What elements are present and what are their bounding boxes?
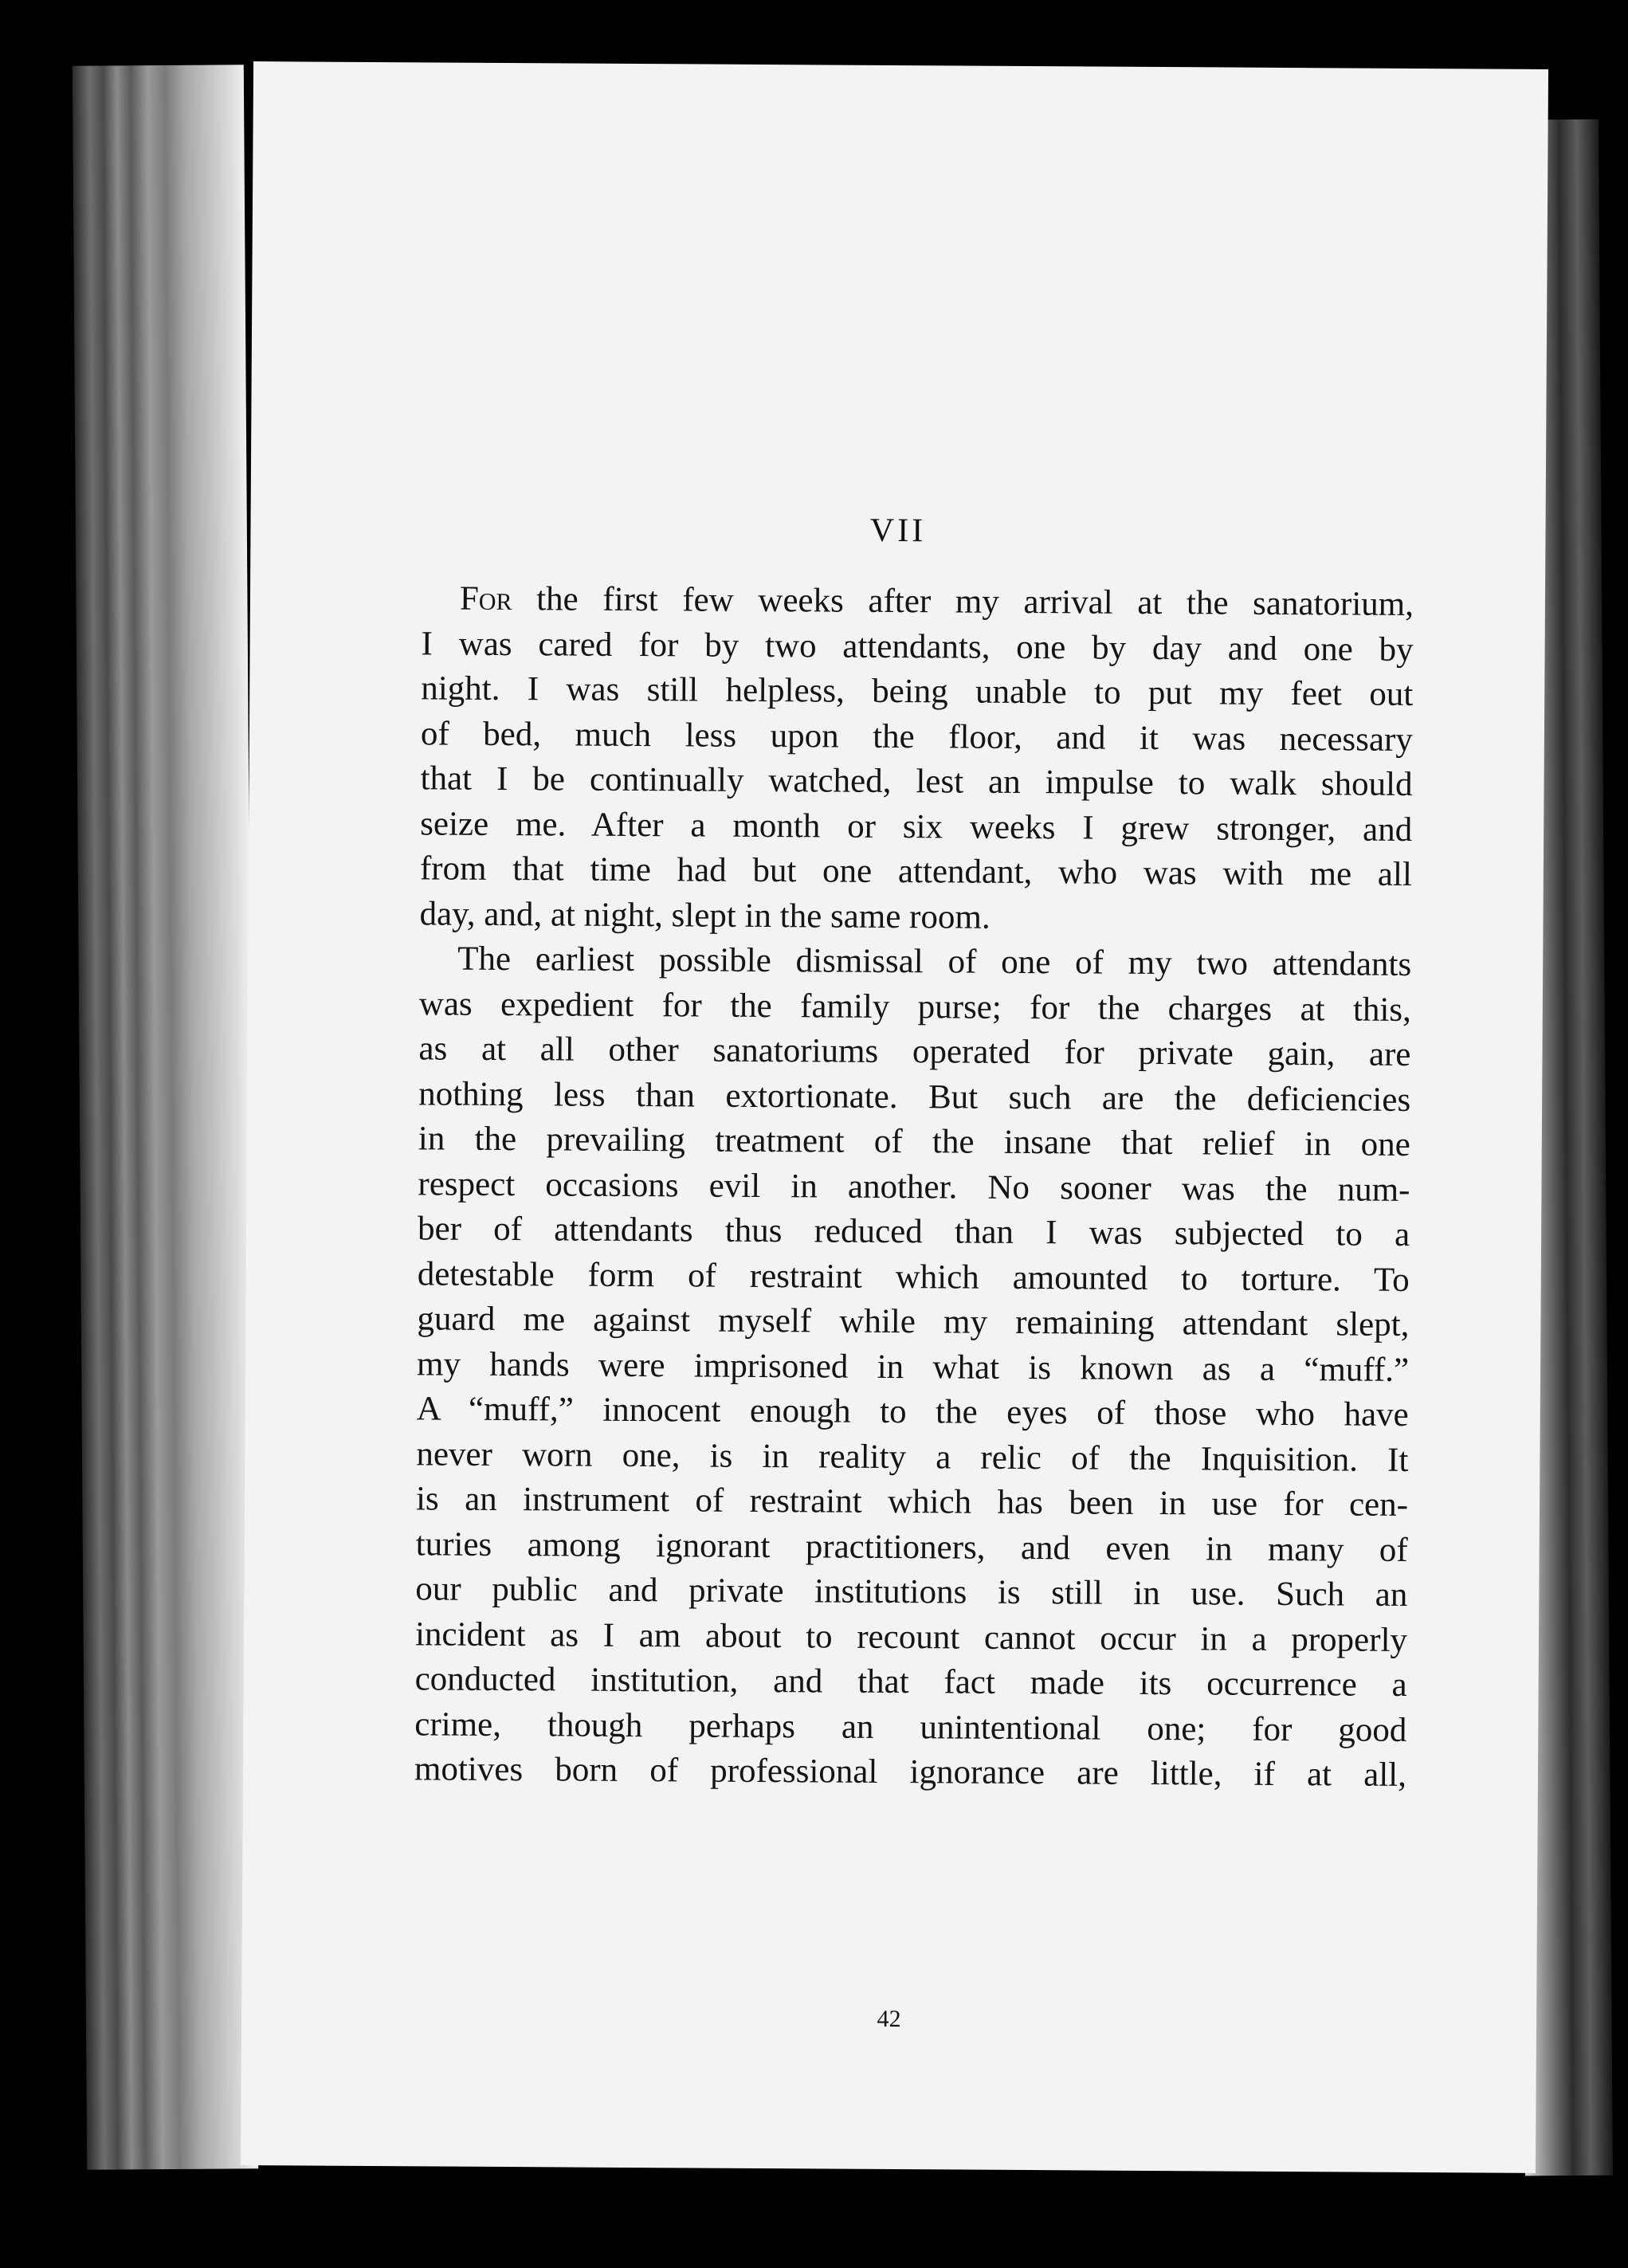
text-line: crime, though perhaps an unintentional one; for good — [414, 1705, 1407, 1749]
text-line: day, and, at night, slept in the same room. — [419, 894, 991, 936]
dropcap-word: For — [459, 579, 512, 618]
page-number: 42 — [877, 2005, 901, 2033]
text-line: that I be continually watched, lest an impulse to walk should — [420, 759, 1413, 803]
chapter-heading: VII — [869, 512, 927, 550]
text-line: seize me. After a month or six weeks I grew stronger, and — [420, 804, 1413, 849]
paragraph-1 — [419, 576, 1414, 943]
text-line: ber of attendants thus reduced than I was subjected to a — [417, 1210, 1410, 1254]
text-line: detestable form of restraint which amounted to torture. To — [417, 1254, 1410, 1299]
text-line: as at all other sanatoriums operated for private gain, are — [418, 1030, 1411, 1073]
text-line: from that time had but one attendant, who was with me all — [419, 850, 1413, 893]
body-text — [414, 576, 1414, 1798]
text-line: of bed, much less upon the floor, and it was necessary — [420, 714, 1414, 759]
text-line: night. I was still helpless, being unable to put my feet out — [421, 669, 1414, 713]
text-line: our public and private institutions is still in use. Such an — [415, 1570, 1408, 1614]
text-line: conducted institution, and that fact made its occurrence a — [414, 1660, 1407, 1704]
text-line: in the prevailing treatment of the insane that relief in one — [418, 1120, 1410, 1163]
text-line: The earliest possible dismissal of one of my two attendants — [457, 940, 1412, 983]
book-page — [241, 61, 1548, 2173]
text-line: For the first few weeks after my arrival at the sanatorium, — [459, 579, 1414, 623]
text-line: was expedient for the family purse; for the charges at this, — [418, 984, 1411, 1029]
text-line: nothing less than extortionate. But such are the deficiencies — [418, 1074, 1411, 1119]
text-line: motives born of professional ignorance are little, if at all, — [414, 1750, 1407, 1794]
page-edge-left — [73, 65, 258, 2169]
text-line: incident as I am about to recount cannot occur in a properly — [414, 1615, 1408, 1659]
text-line: turies among ignorant practitioners, and even in many of — [415, 1524, 1408, 1569]
text-line: respect occasions evil in another. No sooner was the num- — [418, 1164, 1410, 1209]
text-line: is an instrument of restraint which has been in use for cen- — [415, 1480, 1409, 1524]
text-line: guard me against myself while my remaining attendant slept, — [417, 1300, 1410, 1344]
text-line: my hands were imprisoned in what is known as a “muff.” — [416, 1344, 1410, 1389]
paragraph-2 — [414, 936, 1412, 1798]
text-line: A “muff,” innocent enough to the eyes of those who have — [416, 1390, 1409, 1434]
text-line: I was cared for by two attendants, one by day and one by — [421, 624, 1414, 669]
text-line: never worn one, is in reality a relic of the Inquisition. It — [416, 1434, 1409, 1479]
